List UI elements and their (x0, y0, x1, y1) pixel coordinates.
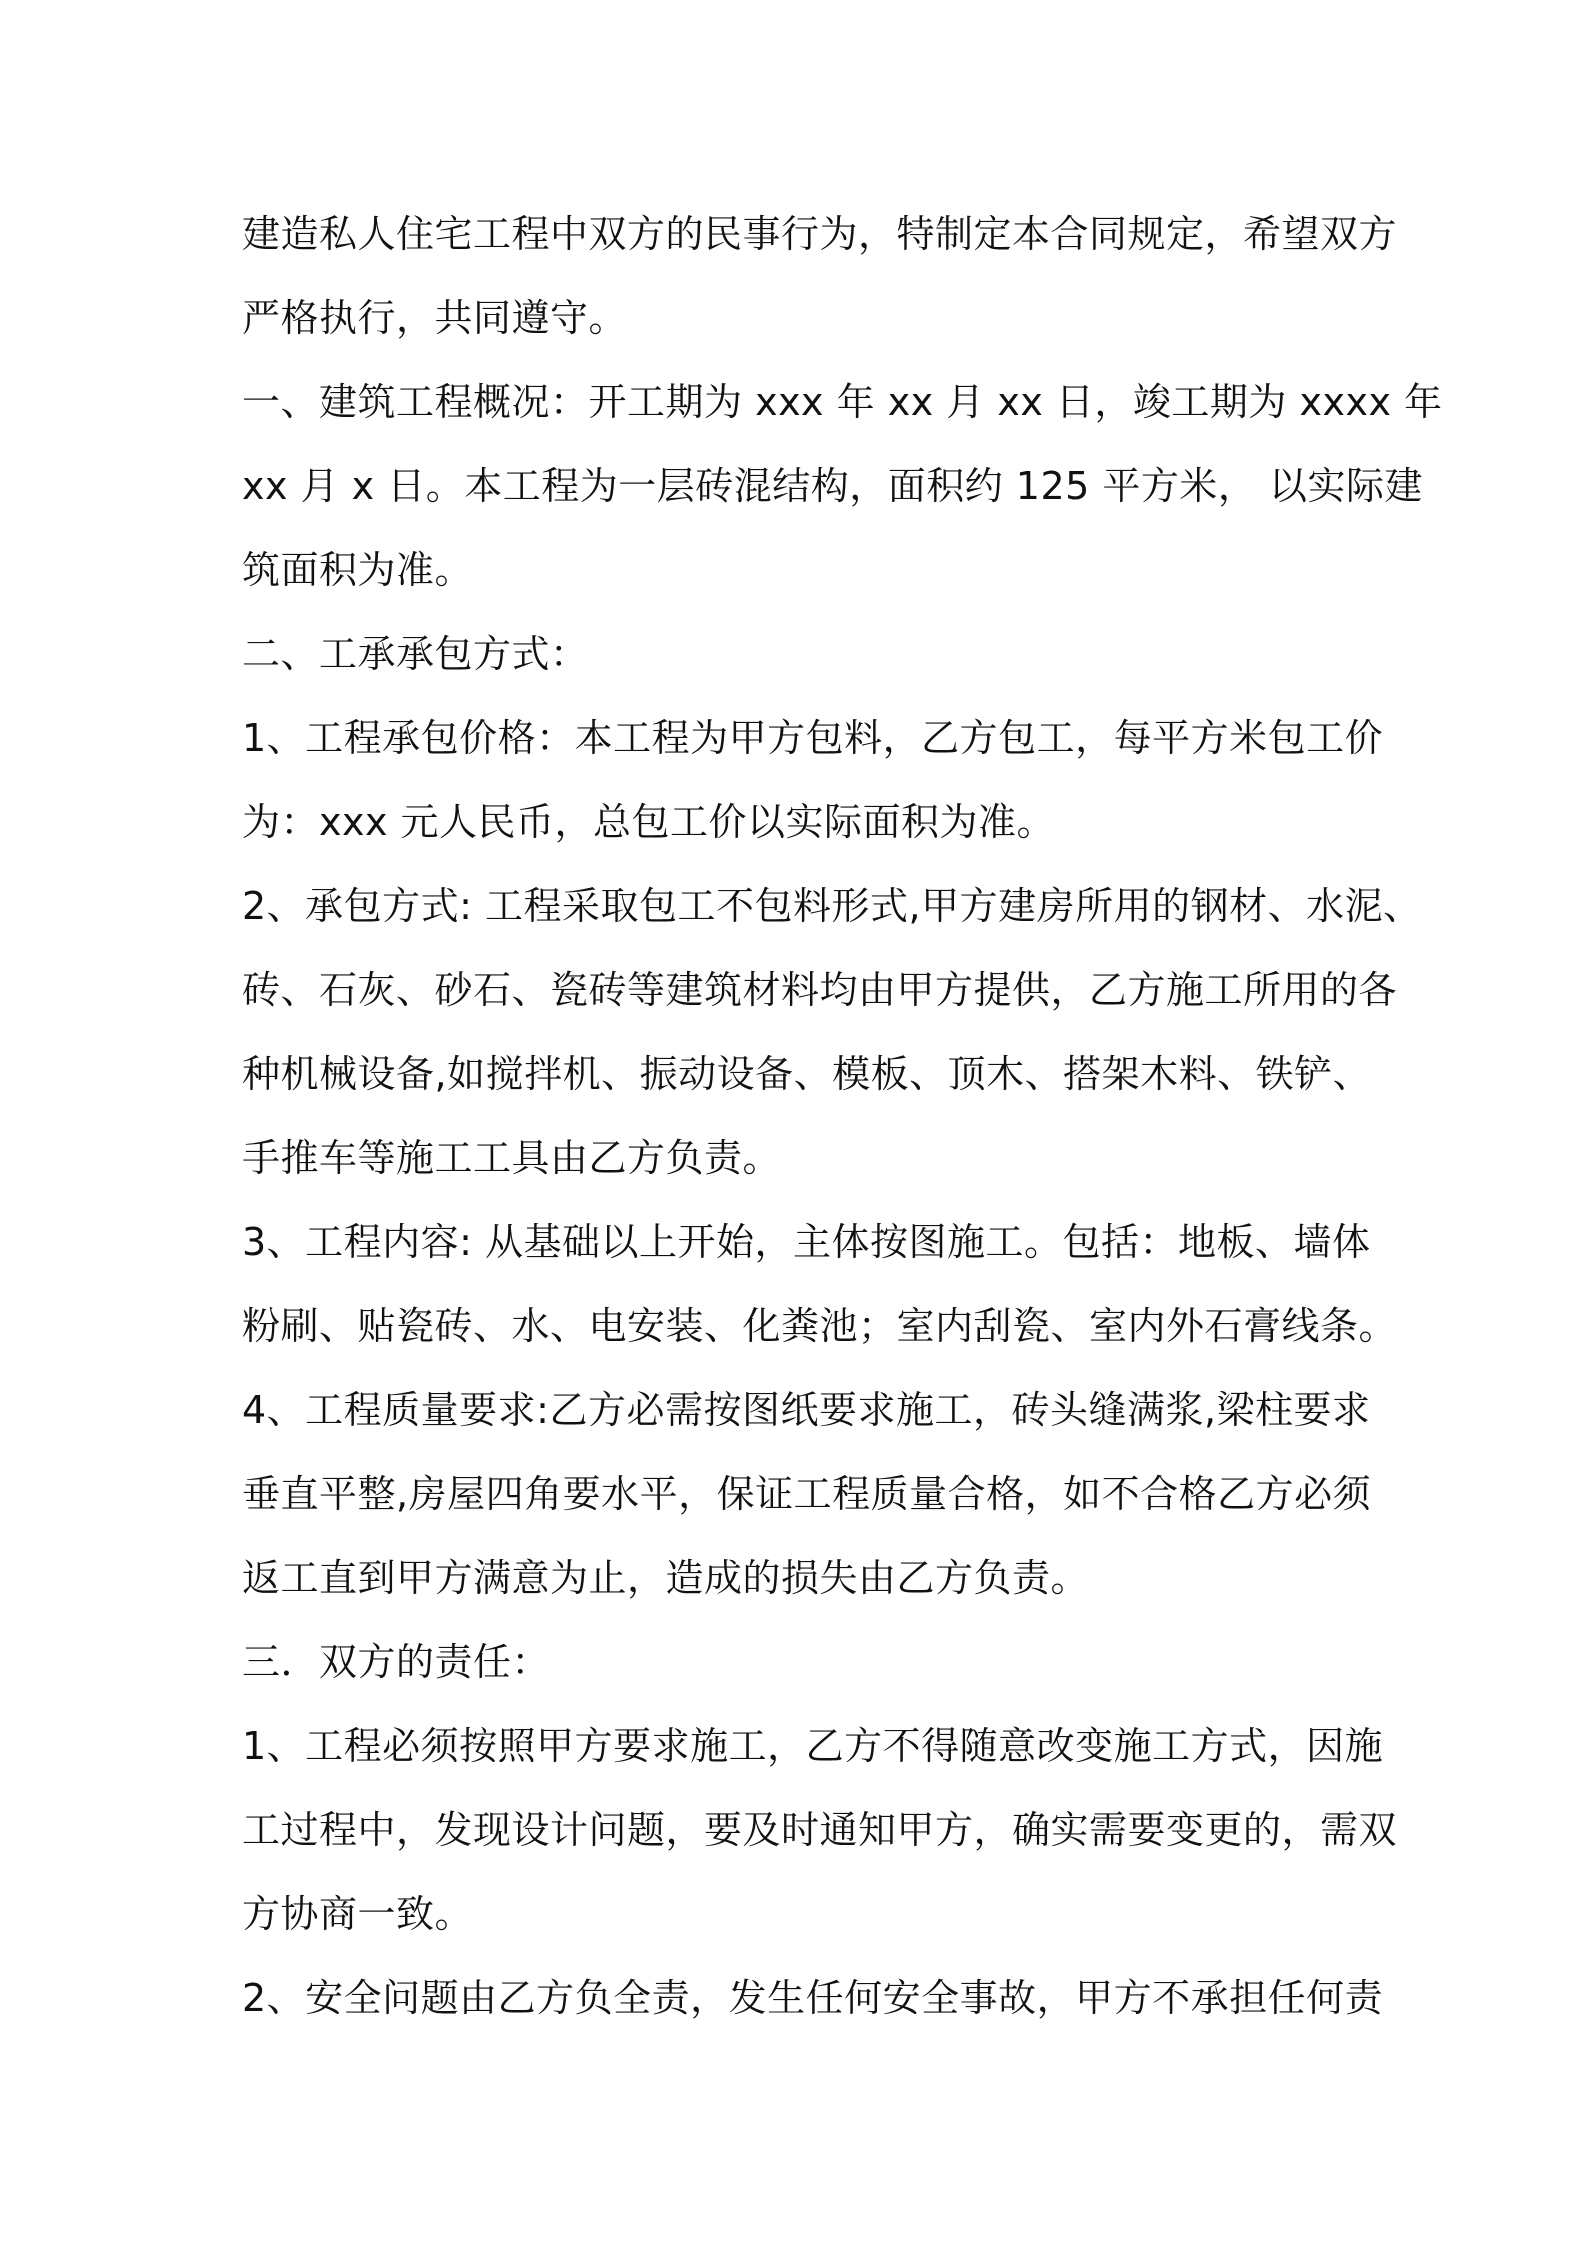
text-line: 粉刷、贴瓷砖、水、电安装、化粪池；室内刮瓷、室内外石膏线条。 (242, 1304, 1398, 1348)
section-heading-3: 三．双方的责任： (242, 1640, 551, 1684)
text-line: 建造私人住宅工程中双方的民事行为，特制定本合同规定，希望双方 (242, 212, 1398, 256)
document-body (242, 192, 1443, 2040)
text-line: 方协商一致。 (242, 1892, 474, 1936)
text-line: 筑面积为准。 (242, 548, 474, 592)
text-line: 工过程中，发现设计问题，要及时通知甲方，确实需要变更的，需双 (242, 1808, 1398, 1852)
clause-2-4: 4、工程质量要求:乙方必需按图纸要求施工，砖头缝满浆,梁柱要求 (242, 1388, 1371, 1432)
text-line: 为：xxx 元人民币，总包工价以实际面积为准。 (242, 800, 1056, 844)
section-heading-2: 二、工承承包方式： (242, 632, 589, 676)
clause-2-1: 1、工程承包价格：本工程为甲方包料，乙方包工，每平方米包工价 (242, 716, 1384, 760)
clause-3-1: 1、工程必须按照甲方要求施工，乙方不得随意改变施工方式，因施 (242, 1724, 1384, 1768)
text-line: 种机械设备,如搅拌机、振动设备、模板、顶木、搭架木料、铁铲、 (242, 1052, 1372, 1096)
text-line: 垂直平整,房屋四角要水平，保证工程质量合格，如不合格乙方必须 (242, 1472, 1372, 1516)
text-line: 严格执行，共同遵守。 (242, 296, 628, 340)
clause-2-3: 3、工程内容: 从基础以上开始，主体按图施工。包括：地板、墙体 (242, 1220, 1371, 1264)
text-line: xx 月 x 日。本工程为一层砖混结构，面积约 125 平方米， 以实际建 (242, 464, 1423, 508)
text-line: 手推车等施工工具由乙方负责。 (242, 1136, 782, 1180)
section-heading-1: 一、建筑工程概况：开工期为 xxx 年 xx 月 xx 日，竣工期为 xxxx 年 (242, 380, 1443, 424)
clause-3-2: 2、安全问题由乙方负全责，发生任何安全事故，甲方不承担任何责 (242, 1976, 1384, 2020)
clause-2-2: 2、承包方式: 工程采取包工不包料形式,甲方建房所用的钢材、水泥、 (242, 884, 1422, 928)
text-line: 返工直到甲方满意为止，造成的损失由乙方负责。 (242, 1556, 1090, 1600)
text-line: 砖、石灰、砂石、瓷砖等建筑材料均由甲方提供，乙方施工所用的各 (242, 968, 1398, 1012)
